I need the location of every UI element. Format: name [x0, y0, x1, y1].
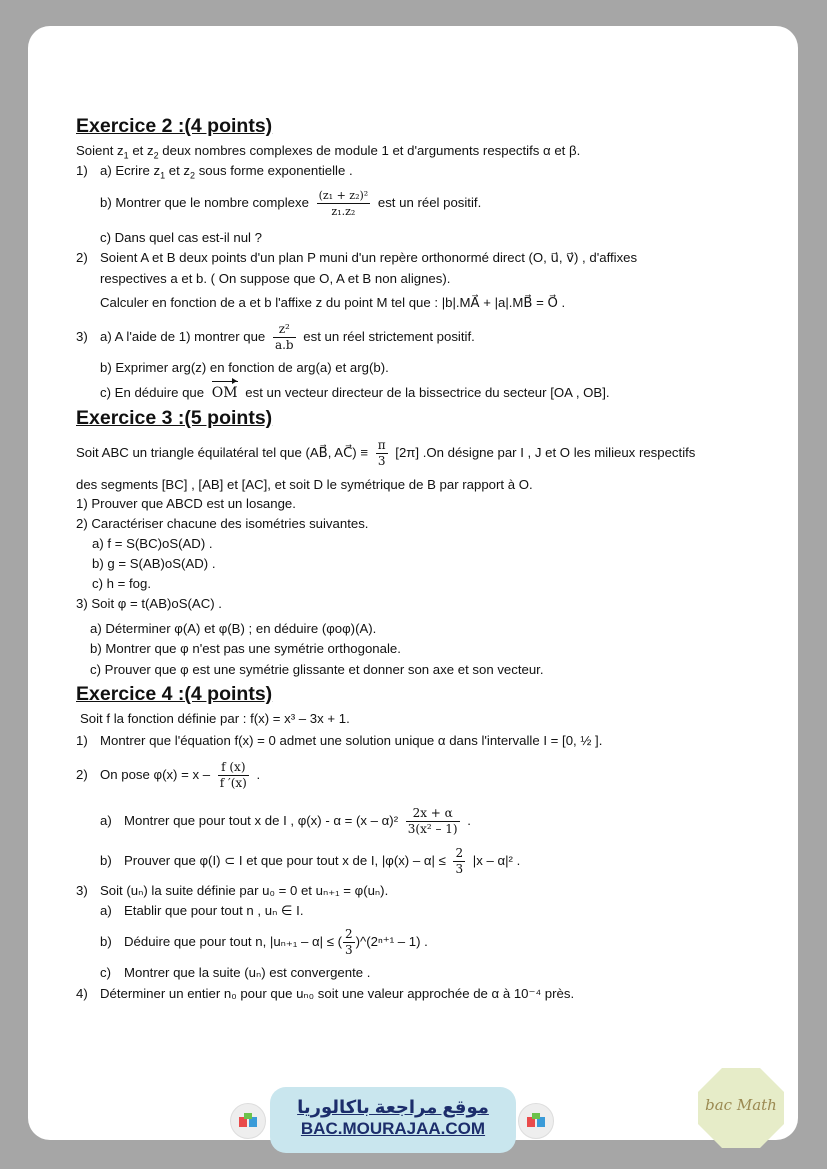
- ex4-q2-number: 2): [76, 767, 88, 782]
- ex4-q3b-label: b): [100, 934, 112, 949]
- ex2-q1c: c) Dans quel cas est-il nul ?: [100, 230, 262, 245]
- ex4-q2a-label: a): [100, 813, 112, 828]
- bac-math-badge: [696, 1066, 786, 1150]
- ex4-q3b: Déduire que pour tout n, |uₙ₊₁ – α| ≤ ( $\frac{2}{3}$ )^(2ⁿ⁺¹ – 1) .: [124, 927, 428, 958]
- exercise-4-title: Exercice 4 :(4 points): [76, 683, 273, 705]
- ex3-q3c: c) Prouver que φ est une symétrie glissante et donner son axe et son vecteur.: [90, 662, 544, 677]
- site-banner[interactable]: [270, 1087, 516, 1153]
- ex2-q3a-fraction: $\frac{\text{z²}}{a.b}$: [274, 322, 294, 353]
- ex3-q3a: a) Déterminer φ(A) et φ(B) ; en déduire (φoφ)(A).: [90, 621, 377, 636]
- ex4-q2: On pose φ(x) = x – $\frac{f (x)}{f '(x)}$ .: [100, 760, 261, 791]
- ex4-q3b-fraction: $\frac{2}{3}$: [345, 927, 353, 958]
- ex3-q2: 2) Caractériser chacune des isométries suivantes.: [76, 516, 369, 531]
- ex4-q2a: Montrer que pour tout x de I , φ(x) - α = (x – α)² $\frac{2x + \alpha}{\text{3(x² – 1)}}$ .: [124, 806, 471, 837]
- ex4-q2b-fraction: $\frac{2}{3}$: [455, 846, 464, 877]
- ex3-line1: Soit ABC un triangle équilatéral tel que (AB⃗, AC⃗) ≡ $\frac{\pi}{3}$ [2π] .On désigne par I , J et O les milieux respectifs: [76, 438, 696, 469]
- ex4-q2b: Prouver que φ(I) ⊂ I et que pour tout x de I, |φ(x) – α| ≤ $\frac{2}{3}$ |x – α|² .: [124, 846, 521, 877]
- ex3-q1: 1) Prouver que ABCD est un losange.: [76, 496, 296, 511]
- ex3-q2a: a) f = S(BC)oS(AD) .: [92, 536, 213, 551]
- banner-site-link[interactable]: BAC.MOURAJAA.COM: [300, 1119, 486, 1138]
- book-icon: [524, 1109, 548, 1133]
- ex2-q3c: c) En déduire que OM est un vecteur directeur de la bissectrice du secteur [OA , OB].: [100, 385, 610, 401]
- site-logo-right: [518, 1103, 554, 1139]
- ex2-q1b: b) Montrer que le nombre complexe $\frac{\text{(z₁ + z₂)²}}{\text{z₁.z₂}}$ est un réel positif.: [100, 189, 482, 219]
- ex2-intro: Soient $z_1$ et $z_2$ deux nombres complexes de module 1 et d'arguments respectifs α et β.: [76, 143, 581, 161]
- ex2-q2-number: 2): [76, 250, 88, 265]
- ex4-q1-number: 1): [76, 733, 88, 748]
- ex3-q2c: c) h = fog.: [92, 576, 152, 591]
- ex4-q3-number: 3): [76, 883, 88, 898]
- ex4-intro: Soit f la fonction définie par : f(x) = x³ – 3x + 1.: [80, 711, 350, 726]
- ex3-q3b: b) Montrer que φ n'est pas une symétrie orthogonale.: [90, 641, 401, 656]
- ex3-line2: des segments [BC] , [AB] et [AC], et soit D le symétrique de B par rapport à O.: [76, 477, 533, 492]
- ex4-phi-fraction: $\frac{f (x)}{f '(x)}$: [219, 760, 247, 791]
- ex2-q2-line3: Calculer en fonction de a et b l'affixe z du point M tel que : |b|.MA⃗ + |a|.MB⃗ = O⃗ .: [100, 295, 566, 310]
- ex3-pi-fraction: $\frac{\pi}{3}$: [377, 438, 386, 469]
- ex2-q1a: a) Ecrire $z_1$ et $z_2$ sous forme exponentielle .: [100, 163, 353, 181]
- om-vector: OM: [211, 385, 238, 401]
- ex3-q2b: b) g = S(AB)oS(AD) .: [92, 556, 216, 571]
- ex2-q3b: b) Exprimer arg(z) en fonction de arg(a) et arg(b).: [100, 360, 389, 375]
- ex2-q3-number: 3): [76, 329, 88, 344]
- ex4-q1: Montrer que l'équation f(x) = 0 admet une solution unique α dans l'intervalle I = [0, ½ ].: [100, 733, 603, 748]
- ex2-q2-line1: Soient A et B deux points d'un plan P muni d'un repère orthonormé direct (O, u⃗, v⃗) , d'affixes: [100, 250, 638, 265]
- exercise-3-title: Exercice 3 :(5 points): [76, 407, 273, 429]
- ex2-q3a: a) A l'aide de 1) montrer que $\frac{\text{z²}}{a.b}$ est un réel strictement positif.: [100, 322, 475, 353]
- ex4-q3c-label: c): [100, 965, 111, 980]
- ex4-q2a-fraction: $\frac{2x + \alpha}{\text{3(x² – 1)}}$: [407, 806, 458, 837]
- ex2-q1-number: 1): [76, 163, 88, 178]
- ex4-q3: Soit (uₙ) la suite définie par u₀ = 0 et uₙ₊₁ = φ(uₙ).: [100, 883, 389, 898]
- book-icon: [236, 1109, 260, 1133]
- exercise-2-title: Exercice 2 :(4 points): [76, 115, 273, 137]
- site-logo-left: [230, 1103, 266, 1139]
- ex4-q4-number: 4): [76, 986, 88, 1001]
- ex2-q1b-fraction: $\frac{\text{(z₁ + z₂)²}}{\text{z₁.z₂}}$: [318, 189, 369, 219]
- banner-arabic-title: موقع مراجعة باكالوريا: [297, 1097, 489, 1117]
- ex4-q3a: Etablir que pour tout n , uₙ ∈ I.: [124, 903, 304, 918]
- ex4-q3c: Montrer que la suite (uₙ) est convergente .: [124, 965, 371, 980]
- ex2-q2-line2: respectives a et b. ( On suppose que O, A et B non alignes).: [100, 271, 451, 286]
- ex4-q3a-label: a): [100, 903, 112, 918]
- ex3-q3: 3) Soit φ = t(AB)oS(AC) .: [76, 596, 222, 611]
- ex4-q2b-label: b): [100, 853, 112, 868]
- badge-label: bac Math: [705, 1096, 777, 1114]
- ex4-q4: Déterminer un entier n₀ pour que uₙ₀ soit une valeur approchée de α à 10⁻⁴ près.: [100, 986, 575, 1001]
